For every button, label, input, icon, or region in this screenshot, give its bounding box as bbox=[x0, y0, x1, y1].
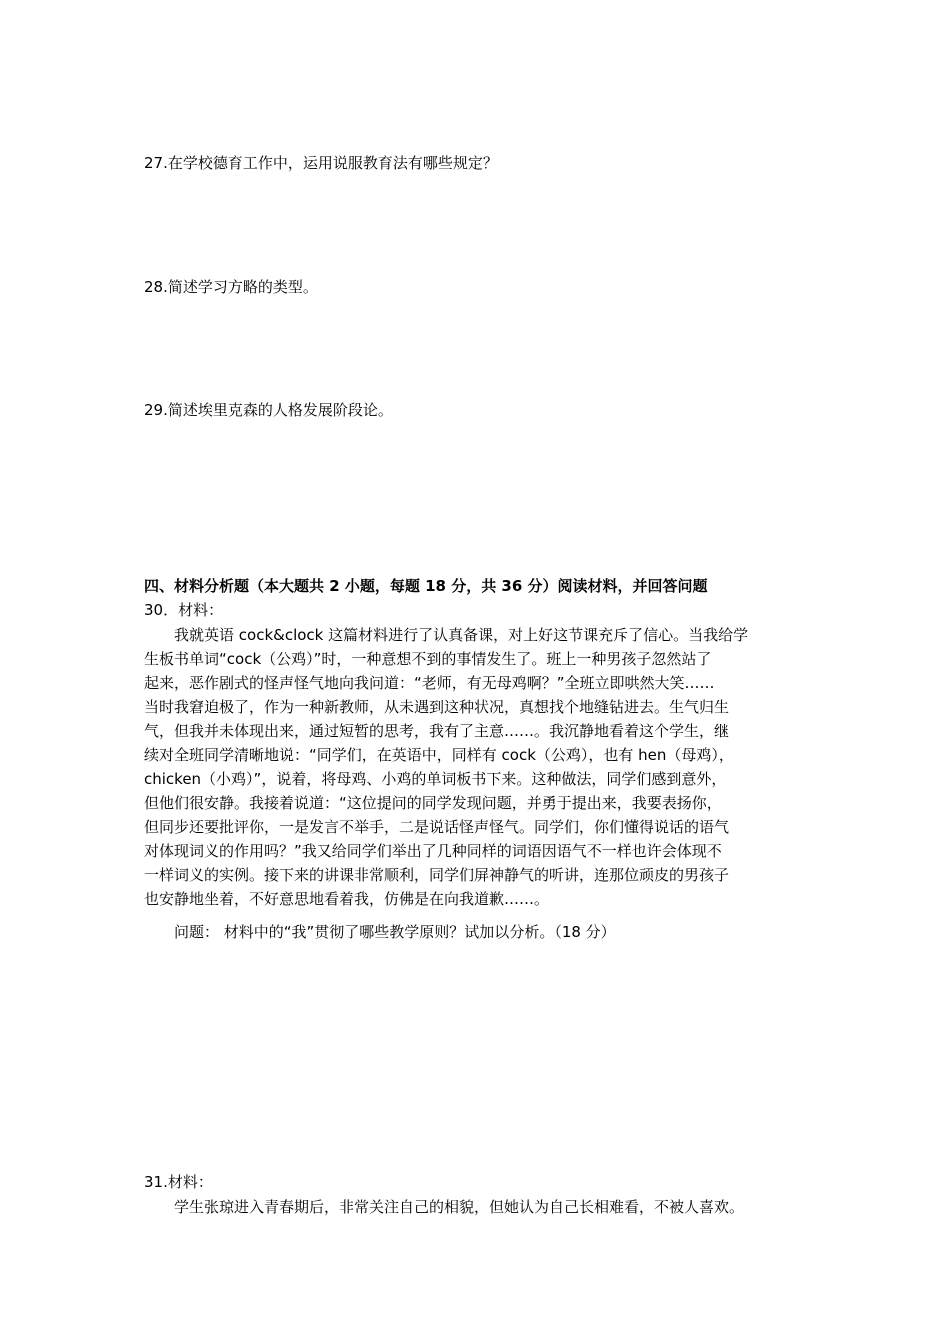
section-heading-material-analysis: 四、材料分析题（本大题共 2 小题，每题 18 分，共 36 分）阅读材料，并回答问题 bbox=[144, 577, 708, 595]
material-line: 学生张琼进入青春期后，非常关注自己的相貌，但她认为自己长相难看，不被人喜欢。 bbox=[144, 1198, 745, 1216]
material-line: 续对全班同学清晰地说：“同学们，在英语中，同样有 cock（公鸡），也有 hen（母鸡）， bbox=[144, 746, 734, 764]
question-30-label: 30．材料： bbox=[144, 601, 224, 619]
question-27: 27.在学校德育工作中，运用说服教育法有哪些规定？ bbox=[144, 154, 498, 172]
material-line: 但他们很安静。我接着说道：“这位提问的同学发现问题，并勇于提出来，我要表扬你， bbox=[144, 794, 722, 812]
material-line: 我就英语 cock&clock 这篇材料进行了认真备课，对上好这节课充斥了信心。当我给学 bbox=[144, 626, 749, 644]
material-line: 对体现词义的作用吗？”我又给同学们举出了几种同样的词语因语气不一样也许会体现不 bbox=[144, 842, 722, 860]
question-28: 28.简述学习方略的类型。 bbox=[144, 278, 318, 296]
material-line: 也安静地坐着，不好意思地看着我，仿佛是在向我道歉……。 bbox=[144, 890, 550, 908]
material-line: chicken（小鸡）”，说着，将母鸡、小鸡的单词板书下来。这种做法，同学们感到意外， bbox=[144, 770, 727, 788]
material-line: 但同步还要批评你，一是发言不举手，二是说话怪声怪气。同学们，你们懂得说话的语气 bbox=[144, 818, 730, 836]
question-30-prompt: 问题： 材料中的“我”贯彻了哪些教学原则？试加以分析。（18 分） bbox=[144, 923, 616, 941]
material-line: 当时我窘迫极了，作为一种新教师，从未遇到这种状况，真想找个地缝钻进去。生气归生 bbox=[144, 698, 730, 716]
material-line: 气，但我并未体现出来，通过短暂的思考，我有了主意……。我沉静地看着这个学生，继 bbox=[144, 722, 730, 740]
material-line: 生板书单词“cock（公鸡）”时，一种意想不到的事情发生了。班上一种男孩子忽然站了 bbox=[144, 650, 712, 668]
question-31-label: 31.材料： bbox=[144, 1173, 213, 1191]
material-line: 起来，恶作剧式的怪声怪气地向我问道：“老师，有无母鸡啊？”全班立即哄然大笑…… bbox=[144, 674, 715, 692]
question-29: 29.简述埃里克森的人格发展阶段论。 bbox=[144, 401, 393, 419]
material-line: 一样词义的实例。接下来的讲课非常顺利，同学们屏神静气的听讲，连那位顽皮的男孩子 bbox=[144, 866, 730, 884]
